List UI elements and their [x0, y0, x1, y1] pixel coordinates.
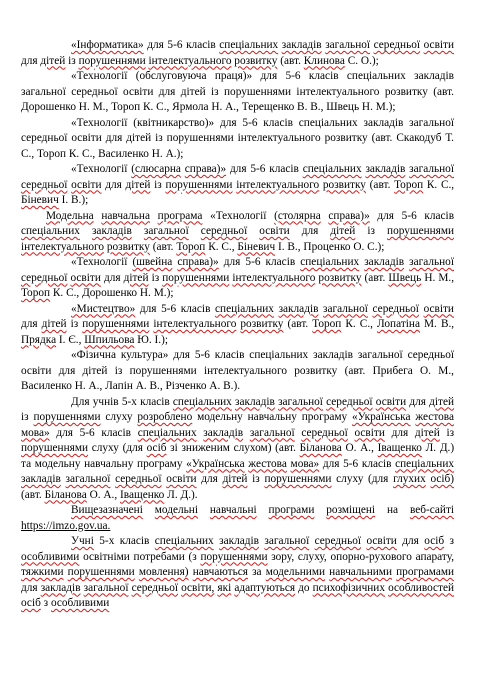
- paragraph-sign-language: Для учнів 5-х класів спеціальних закладів загальної середньої освіти для дітей із порушеннями слуху розроблено модельну навчальну програму «Українська жестова мова» для 5-6 класів спеціальних закладів загальної середньої освіти для дітей із порушеннями слуху (для осіб зі зниженим слухом) (авт. Біланова О. А., Іващенко Л. Д.) та модельну навчальну програму «Українська жестова мова» для 5-6 класів спеціальних закладів загальної середньої освіти для дітей із порушеннями слуху (для глухих осіб) (авт. Біланова О. А., Іващенко Л. Д.).: [21, 395, 455, 501]
- paragraph-website-note: Вищезазначені модельні навчальні програми розміщені на веб-сайті https://imzo.gov.ua.: [21, 504, 455, 532]
- paragraph-informatics: «Інформатика» для 5-6 класів спеціальних закладів загальної середньої освіти для дітей із порушеннями інтелектуального розвитку (авт. Клинова С. О.);: [21, 39, 455, 67]
- paragraph-technology-metalwork: «Технології (слюсарна справа)» для 5-6 класів спеціальних закладів загальної середньої освіти для дітей із порушеннями інтелектуального розвитку (авт. Тороп К. С., Біневич І. В.);: [21, 163, 455, 206]
- paragraph-adapted-programs: Учні 5-х класів спеціальних закладів загальної середньої освіти для осіб з особливими освітніми потребами (з порушеннями зору, слуху, опорно-рухового апарату, тяжкими порушеннями мовлення) навчаються за модельними навчальними програмами для закладів загальної середньої освіти, які адаптуються до психофізичних особливостей осіб з особливими: [21, 535, 455, 609]
- paragraph-technology-service-work: «Технології (обслуговуюча праця)» для 5-6 класів спеціальних закладів загальної середньої освіти для дітей із порушеннями інтелектуального розвитку (авт. Дорошенко Н. М., Тороп К. С., Ярмола Н. А., Терещенко В. В., Швець Н. М.);: [21, 70, 454, 113]
- paragraph-technology-carpentry: Модельна навчальна програма «Технології (столярна справа)» для 5-6 класів спеціальних закладів загальної середньої освіти для дітей із порушеннями інтелектуального розвитку (авт. Тороп К. С., Біневич І. В., Проценко О. С.);: [21, 209, 455, 253]
- paragraph-art: «Мистецтво» для 5-6 класів спеціальних закладів загальної середньої освіти для дітей із порушеннями інтелектуального розвитку (авт. Тороп К. С., Лопатіна М. В., Прядка І. Є., Шпильова Ю. І.);: [21, 302, 455, 346]
- paragraph-technology-floriculture: «Технології (квітникарство)» для 5-6 класів спеціальних закладів загальної середньої освіти для дітей із порушеннями інтелектуального розвитку (авт. Скакодуб Т. С., Тороп К. С., Василенко Н. А.);: [21, 116, 454, 160]
- paragraph-technology-sewing: «Технології (швейна справа)» для 5-6 класів спеціальних закладів загальної середньої освіти для дітей із порушеннями інтелектуального розвитку (авт. Швець Н. М., Тороп К. С., Дорошенко Н. М.);: [21, 256, 455, 299]
- paragraph-physical-education: «Фізична культура» для 5-6 класів спеціальних закладів загальної середньої освіти для дітей із порушеннями інтелектуального розвитку (авт. Прибега О. М., Василенко Н. А., Лапін А. В., Різченко А. В.).: [21, 349, 454, 392]
